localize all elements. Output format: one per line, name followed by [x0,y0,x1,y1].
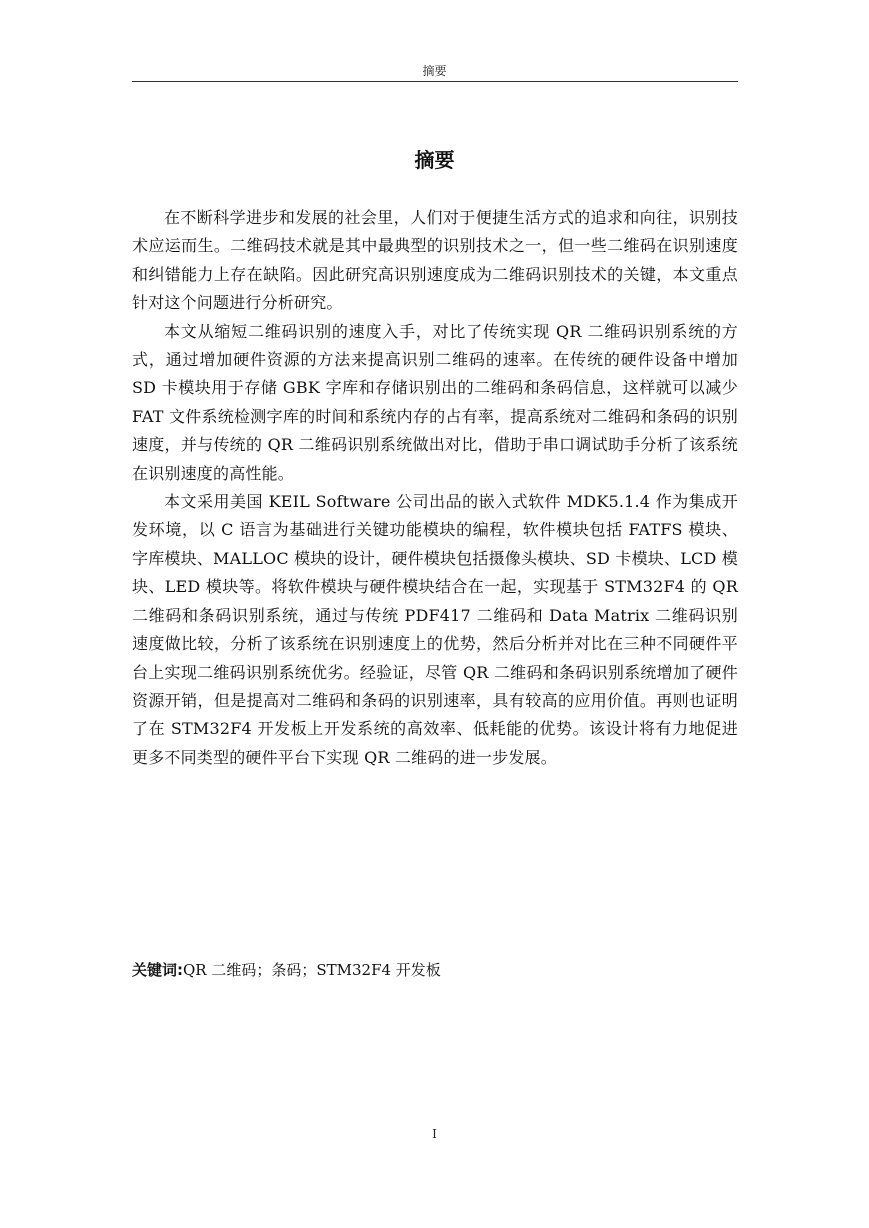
keywords-line [132,958,738,982]
page-number: I [432,1127,437,1141]
abstract-paragraph-1: 在不断科学进步和发展的社会里，人们对于便捷生活方式的追求和向往，识别技术应运而生。二维码技术就是其中最典型的识别技术之一，但一些二维码在识别速度和纠错能力上存在缺陷。因此研究高识别速度成为二维码识别技术的关键，本文重点针对这个问题进行分析研究。 [132,208,738,313]
abstract-paragraph-3: 本文采用美国 KEIL Software 公司出品的嵌入式软件 MDK5.1.4 作为集成开发环境，以 C 语言为基础进行关键功能模块的编程，软件模块包括 FATFS 模块、字库模块、MALLOC 模块的设计，硬件模块包括摄像头模块、SD 卡模块、LCD 模块、LED 模块等。将软件模块与硬件模块结合在一起，实现基于 STM32F4 的 QR 二维码和条码识别系统，通过与传统 PDF417 二维码和 Data Matrix 二维码识别速度做比较，分析了该系统在识别速度上的优势，然后分析并对比在三种不同硬件平台上实现二维码识别系统优劣。经验证，尽管 QR 二维码和条码识别系统增加了硬件资源开销，但是提高对二维码和条码的识别速率，具有较高的应用价值。再则也证明了在 STM32F4 开发板上开发系统的高效率、低耗能的优势。该设计将有力地促进更多不同类型的硬件平台下实现 QR 二维码的进一步发展。 [132,492,738,767]
abstract-paragraph-2: 本文从缩短二维码识别的速度入手，对比了传统实现 QR 二维码识别系统的方式，通过增加硬件资源的方法来提高识别二维码的速率。在传统的硬件设备中增加 SD 卡模块用于存储 GBK 字库和存储识别出的二维码和条码信息，这样就可以减少 FAT 文件系统检测字库的时间和系统内存的占有率，提高系统对二维码和条码的识别速度，并与传统的 QR 二维码识别系统做出对比，借助于串口调试助手分析了该系统在识别速度的高性能。 [132,321,738,483]
page-title: 摘要 [414,148,455,172]
keywords-label: 关键词: [132,961,183,979]
abstract-body [132,204,738,772]
running-header: 摘要 [422,64,447,78]
header-divider [132,81,738,82]
keywords-text: QR 二维码；条码；STM32F4 开发板 [183,961,441,979]
